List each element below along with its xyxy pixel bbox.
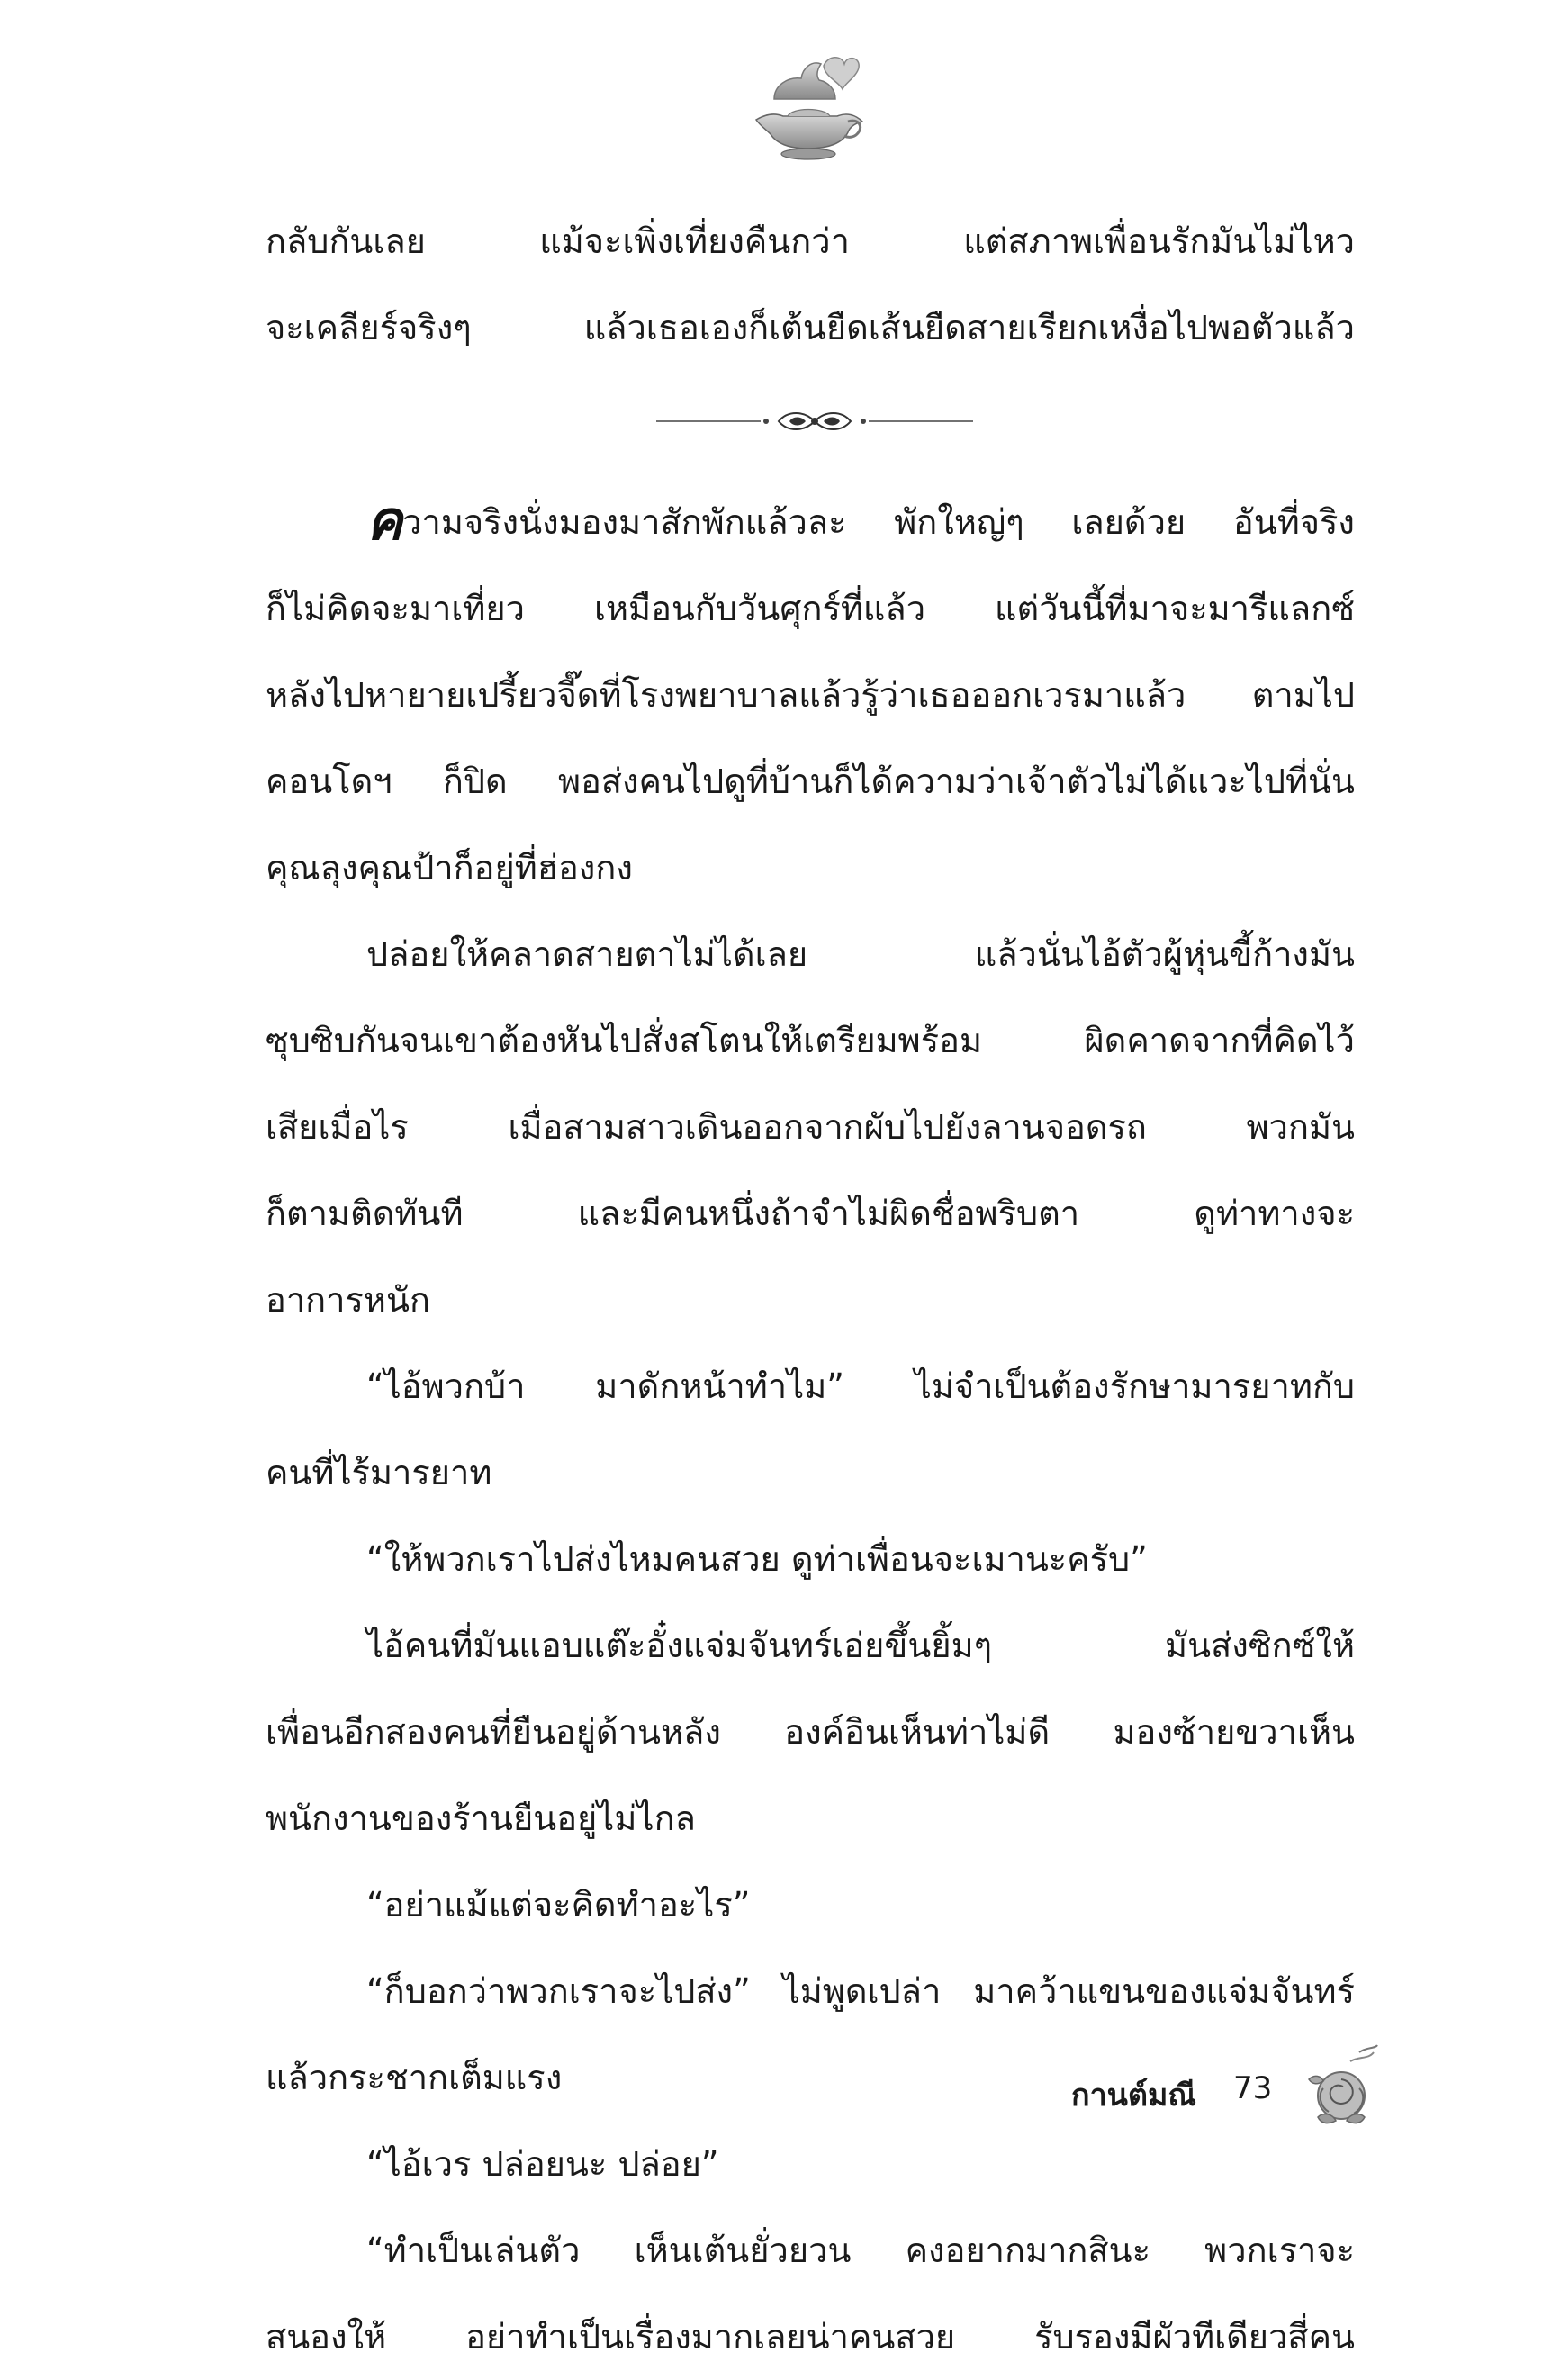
text-line: “ให้พวกเราไปส่งไหมคนสวย ดูท่าเพื่อนจะเมานะครับ” [366, 1539, 1148, 1579]
text-line: ปล่อยให้คลาดสายตาไม่ได้เลย แล้วนั่นไอ้ตัวผู้หุ่นขี้ก้างมัน [366, 934, 1355, 974]
opening-text [266, 198, 1355, 371]
rose-icon [1296, 2043, 1386, 2133]
text-line: เสียเมื่อไร เมื่อสามสาวเดินออกจากผับไปยังลานจอดรถ พวกมัน [266, 1107, 1355, 1147]
text-line [266, 479, 1355, 565]
genie-lamp-icon [738, 50, 873, 167]
text-line: “ทำเป็นเล่นตัว เห็นเต้นยั่วยวน คงอยากมากสินะ พวกเราจะ [366, 2231, 1355, 2270]
text-line: “ก็บอกว่าพวกเราจะไปส่ง” ไม่พูดเปล่า มาคว้าแขนของแจ่มจันทร์ [366, 1971, 1355, 2011]
text-line: “ไอ้เวร ปล่อยนะ ปล่อย” [366, 2144, 719, 2184]
text-line: จะเคลียร์จริงๆ แล้วเธอเองก็เต้นยืดเส้นยืดสายเรียกเหงื่อไปพอตัวแล้ว [266, 308, 1355, 347]
text-line: ซุบซิบกันจนเขาต้องหันไปสั่งสโตนให้เตรียมพร้อม ผิดคาดจากที่คิดไว้ [266, 1021, 1355, 1060]
text-line: พนักงานของร้านยืนอยู่ไม่ไกล [266, 1799, 696, 1838]
text-line: เพื่อนอีกสองคนที่ยืนอยู่ด้านหลัง องค์อินเห็นท่าไม่ดี มองซ้ายขวาเห็น [266, 1712, 1355, 1752]
text-line: อาการหนัก [266, 1280, 430, 1320]
text-line: แล้วกระชากเต็มแรง [266, 2058, 563, 2097]
scene-divider-ornament [653, 403, 977, 439]
text-line: คอนโดฯ ก็ปิด พอส่งคนไปดูที่บ้านก็ได้ความว่าเจ้าตัวไม่ได้แวะไปที่นั่น [266, 762, 1355, 801]
text-line: กลับกันเลย แม้จะเพิ่งเที่ยงคืนกว่า แต่สภาพเพื่อนรักมันไม่ไหว [266, 221, 1355, 261]
text-line: “อย่าแม้แต่จะคิดทำอะไร” [366, 1885, 751, 1925]
text-line: สนองให้ อย่าทำเป็นเรื่องมากเลยน่าคนสวย รับรองมีผัวทีเดียวสี่คน [266, 2317, 1355, 2357]
text-line: หลังไปหายายเปรี้ยวจี๊ดที่โรงพยาบาลแล้วรู้ว่าเธอออกเวรมาแล้ว ตามไป [266, 675, 1355, 715]
text-line: ไอ้คนที่มันแอบแต๊ะอั๋งแจ่มจันทร์เอ่ยขึ้นยิ้มๆ มันส่งซิกซ์ให้ [366, 1626, 1355, 1665]
running-footer-title: กานต์มณี [1071, 2078, 1196, 2114]
text-line-rest: วามจริงนั่งมองมาสักพักแล้วละ พักใหญ่ๆ เลยด้วย อันที่จริง [402, 502, 1355, 542]
text-line: ก็ไม่คิดจะมาเที่ยว เหมือนกับวันศุกร์ที่แล้ว แต่วันนี้ที่มาจะมารีแลกซ์ [266, 589, 1355, 628]
text-line: คุณลุงคุณป้าก็อยู่ที่ฮ่องกง [266, 848, 633, 888]
text-line: ก็ตามติดทันที และมีคนหนึ่งถ้าจำไม่ผิดชื่อพริบตา ดูท่าทางจะ [266, 1194, 1355, 1233]
drop-cap: ค [366, 490, 403, 553]
page-number: 73 [1233, 2070, 1273, 2106]
text-line: “ไอ้พวกบ้า มาดักหน้าทำไม” ไม่จำเป็นต้องรักษามารยาทกับ [366, 1366, 1355, 1406]
text-line: คนที่ไร้มารยาท [266, 1453, 492, 1492]
